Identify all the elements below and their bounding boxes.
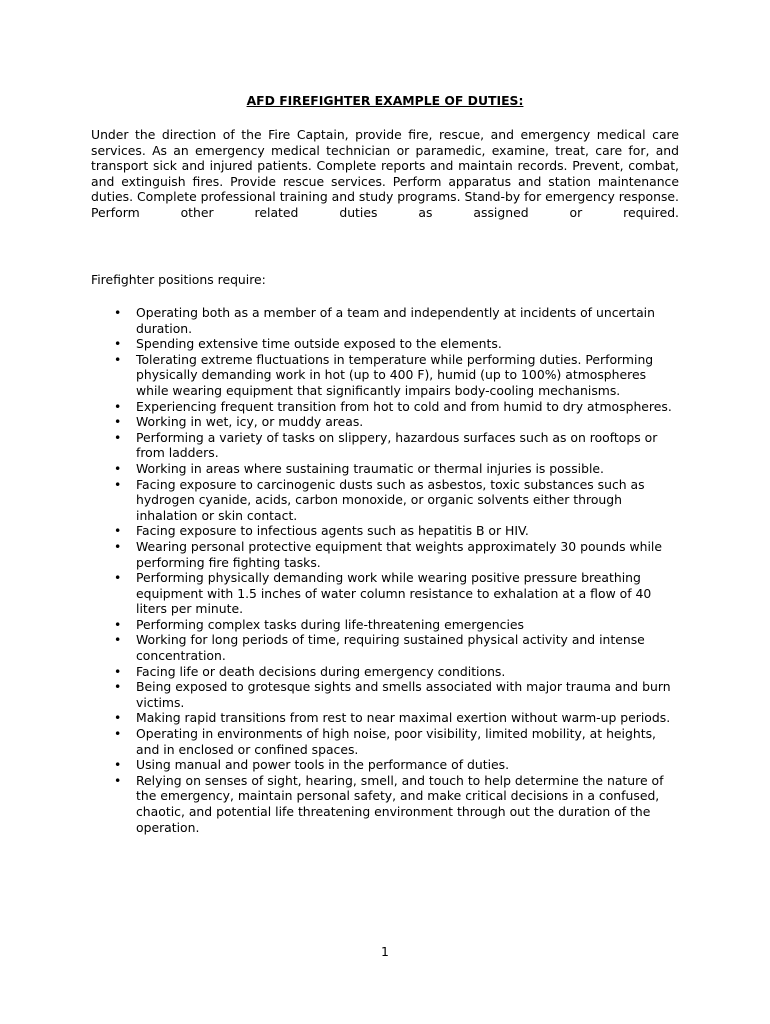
bullet-icon: •: [114, 336, 122, 352]
duty-list-item: [0, 679, 680, 710]
duty-list-item: [0, 461, 680, 477]
bullet-icon: •: [114, 772, 122, 788]
duty-text: Performing a variety of tasks on slippery, hazardous surfaces such as on rooftops or from ladders.: [136, 429, 658, 461]
bullet-icon: •: [114, 757, 122, 773]
duty-list-item: [0, 414, 680, 430]
duty-list-item: [0, 430, 680, 461]
bullet-icon: •: [114, 523, 122, 539]
duty-text: Wearing personal protective equipment that weights approximately 30 pounds while performing fire fighting tasks.: [136, 538, 662, 570]
duty-list-item: [0, 757, 680, 773]
duty-text: Using manual and power tools in the performance of duties.: [136, 757, 510, 773]
duty-list-item: [0, 539, 680, 570]
bullet-icon: •: [114, 616, 122, 632]
bullet-icon: •: [114, 632, 122, 648]
duty-text: Making rapid transitions from rest to near maximal exertion without warm-up periods.: [136, 710, 671, 726]
duty-list-item: [0, 336, 680, 352]
bullet-icon: •: [114, 305, 122, 320]
duty-text: Performing physically demanding work while wearing positive pressure breathing equipment with 1.5 inches of water column resistance to exhalation at a flow of 40 liters per minute.: [136, 570, 652, 617]
duty-text: Being exposed to grotesque sights and smells associated with major trauma and burn victims.: [136, 679, 671, 710]
bullet-icon: •: [114, 710, 122, 726]
duty-text: Working in areas where sustaining traumatic or thermal injuries is possible.: [136, 460, 604, 476]
duty-text: Working for long periods of time, requiring sustained physical activity and intense concentration.: [136, 632, 645, 664]
duty-list-item: [0, 632, 680, 663]
duty-text: Performing complex tasks during life-threatening emergencies: [136, 616, 524, 632]
duty-text: Working in wet, icy, or muddy areas.: [136, 414, 364, 430]
intro-paragraph: Under the direction of the Fire Captain, provide fire, rescue, and emergency medical care services. As an emergency medical technician or paramedic, examine, treat, care for, and transport sick and injured patients. Complete reports and maintain records. Prevent, combat, and extinguish fires. Provide rescue services. Perform apparatus and station maintenance duties. Complete professional training and study programs. Stand-by for emergency response. Perform other related duties as assigned or required.: [91, 127, 679, 220]
document-title: AFD FIREFIGHTER EXAMPLE OF DUTIES:: [246, 93, 524, 108]
duty-list-item: [0, 710, 680, 726]
duty-text: Experiencing frequent transition from hot to cold and from humid to dry atmospheres.: [136, 398, 672, 414]
duty-text: Facing exposure to carcinogenic dusts such as asbestos, toxic substances such as hydrogen cyanide, acids, carbon monoxide, or organic solvents either through inhalation or skin contact.: [136, 476, 645, 523]
duty-list-item: [0, 477, 680, 524]
requirements-heading: Firefighter positions require:: [91, 272, 266, 287]
duty-text: Operating both as a member of a team and independently at incidents of uncertain duration.: [136, 305, 655, 336]
bullet-icon: •: [114, 414, 122, 430]
duty-list-item: [0, 773, 680, 835]
duty-list-item: [0, 664, 680, 680]
bullet-icon: •: [114, 460, 122, 476]
duties-list: [0, 305, 770, 835]
bullet-icon: •: [114, 351, 122, 367]
bullet-icon: •: [114, 570, 122, 586]
duty-list-item: [0, 352, 680, 399]
bullet-icon: •: [114, 679, 122, 695]
duty-list-item: [0, 399, 680, 415]
bullet-icon: •: [114, 726, 122, 742]
duty-text: Relying on senses of sight, hearing, smell, and touch to help determine the nature of the emergency, maintain personal safety, and make critical decisions in a confused, chaotic, and potential life threatening environment through out the duration of the operation.: [136, 772, 664, 835]
duty-list-item: [0, 305, 680, 336]
bullet-icon: •: [114, 663, 122, 679]
page-number: 1: [381, 944, 389, 959]
duty-list-item: [0, 570, 680, 617]
duty-text: Spending extensive time outside exposed to the elements.: [136, 336, 502, 352]
duty-text: Facing exposure to infectious agents such as hepatitis B or HIV.: [136, 523, 529, 539]
duty-list-item: [0, 523, 680, 539]
bullet-icon: •: [114, 429, 122, 445]
duty-text: Tolerating extreme fluctuations in temperature while performing duties. Performing physically demanding work in hot (up to 400 F), humid (up to 100%) atmospheres while wearing equipment that significantly impairs body-cooling mechanisms.: [136, 351, 654, 398]
duty-list-item: [0, 617, 680, 633]
duty-list-item: [0, 726, 680, 757]
bullet-icon: •: [114, 398, 122, 414]
bullet-icon: •: [114, 538, 122, 554]
duty-text: Facing life or death decisions during emergency conditions.: [136, 663, 506, 679]
bullet-icon: •: [114, 476, 122, 492]
duty-text: Operating in environments of high noise, poor visibility, limited mobility, at heights, and in enclosed or confined spaces.: [136, 726, 656, 757]
